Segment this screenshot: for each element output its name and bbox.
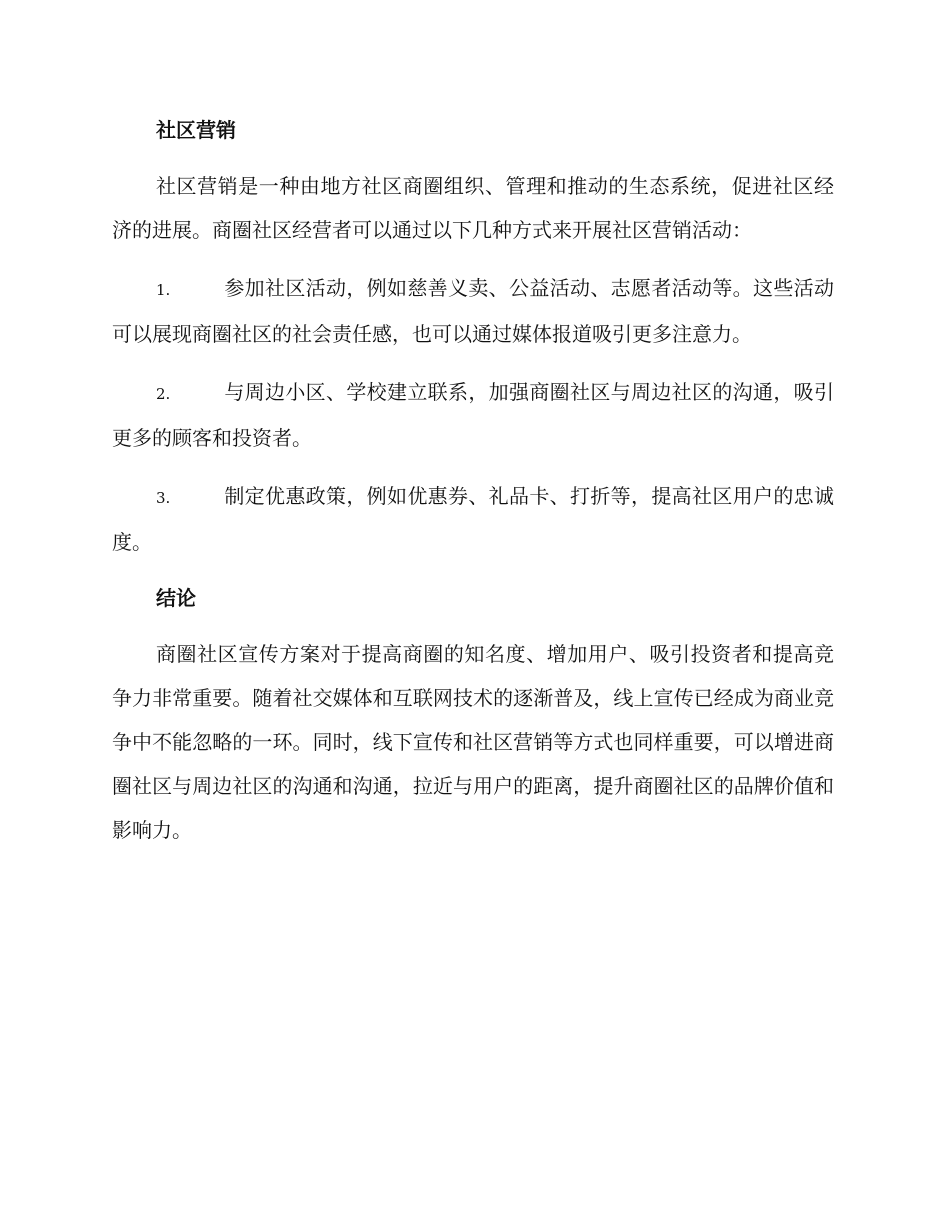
list-number: 3.	[156, 489, 171, 507]
document-content	[112, 108, 834, 852]
conclusion-body: 商圈社区宣传方案对于提高商圈的知名度、增加用户、吸引投资者和提高竞争力非常重要。随着社交媒体和互联网技术的逐渐普及，线上宣传已经成为商业竞争中不能忽略的一环。同时，线下宣传和社区营销等方式也同样重要，可以增进商圈社区与周边社区的沟通和沟通，拉近与用户的距离，提升商圈社区的品牌价值和影响力。	[112, 642, 834, 842]
list-number: 1.	[156, 281, 171, 299]
section-heading-conclusion: 结论	[156, 586, 196, 610]
list-item-text: 参加社区活动，例如慈善义卖、公益活动、志愿者活动等。这些活动可以展现商圈社区的社会责任感，也可以通过媒体报道吸引更多注意力。	[112, 276, 834, 346]
list-item-text: 制定优惠政策，例如优惠券、礼品卡、打折等，提高社区用户的忠诚度。	[112, 484, 834, 554]
section-heading-community-marketing: 社区营销	[156, 118, 236, 142]
list-item	[112, 370, 834, 460]
list-number: 2.	[156, 385, 171, 403]
list-item	[112, 266, 834, 356]
community-marketing-intro: 社区营销是一种由地方社区商圈组织、管理和推动的生态系统，促进社区经济的进展。商圈社区经营者可以通过以下几种方式来开展社区营销活动：	[112, 174, 834, 242]
list-item	[112, 474, 834, 564]
list-item-text: 与周边小区、学校建立联系，加强商圈社区与周边社区的沟通，吸引更多的顾客和投资者。	[112, 380, 834, 450]
